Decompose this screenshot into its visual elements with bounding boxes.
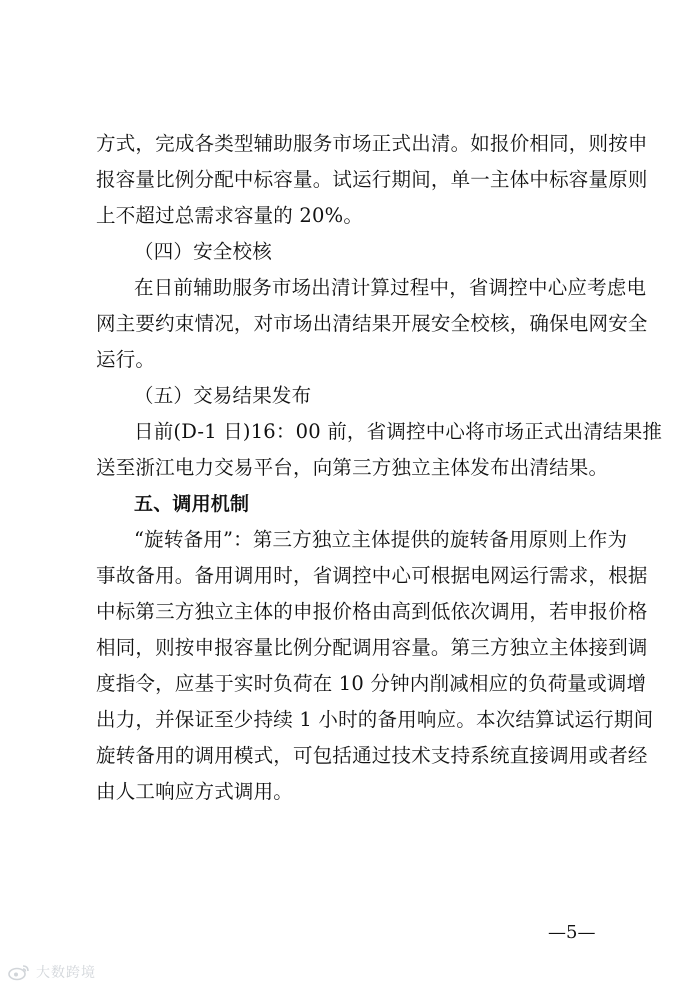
paragraph-line: 网主要约束情况，对市场出清结果开展安全校核，确保电网安全: [96, 312, 648, 335]
section-heading: （四）安全校核: [134, 240, 272, 263]
paragraph-line: 中标第三方独立主体的申报价格由高到低依次调用，若申报价格: [96, 600, 648, 623]
paragraph-line: 相同，则按申报容量比例分配调用容量。第三方独立主体接到调: [96, 636, 648, 659]
paragraph-line: 由人工响应方式调用。: [96, 780, 294, 803]
paragraph-line: 报容量比例分配中标容量。试运行期间，单一主体中标容量原则: [96, 168, 648, 191]
paragraph-line: “旋转备用”：第三方独立主体提供的旋转备用原则上作为: [134, 528, 628, 551]
paragraph-line: 上不超过总需求容量的 20%。: [96, 204, 364, 227]
paragraph-line: 方式，完成各类型辅助服务市场正式出清。如报价相同，则按申: [96, 132, 648, 155]
section-heading: （五）交易结果发布: [134, 384, 312, 407]
paragraph-line: 事故备用。备用调用时，省调控中心可根据电网运行需求，根据: [96, 564, 648, 587]
paragraph-line: 送至浙江电力交易平台，向第三方独立主体发布出清结果。: [96, 456, 609, 479]
paragraph-line: 旋转备用的调用模式，可包括通过技术支持系统直接调用或者经: [96, 744, 648, 767]
weibo-icon: [8, 963, 30, 981]
chapter-heading: 五、调用机制: [134, 493, 250, 515]
page-number: —5—: [548, 922, 596, 943]
paragraph-line: 度指令，应基于实时负荷在 10 分钟内削减相应的负荷量或调增: [96, 672, 647, 695]
paragraph-line: 在日前辅助服务市场出清计算过程中，省调控中心应考虑电: [134, 276, 647, 299]
watermark: [8, 962, 96, 982]
paragraph-line: 日前(D-1 日)16：00 前，省调控中心将市场正式出清结果推: [134, 420, 663, 443]
watermark-text: 大数跨境: [36, 965, 96, 981]
paragraph-line: 出力，并保证至少持续 1 小时的备用响应。本次结算试运行期间: [96, 708, 654, 731]
paragraph-line: 运行。: [96, 348, 156, 371]
